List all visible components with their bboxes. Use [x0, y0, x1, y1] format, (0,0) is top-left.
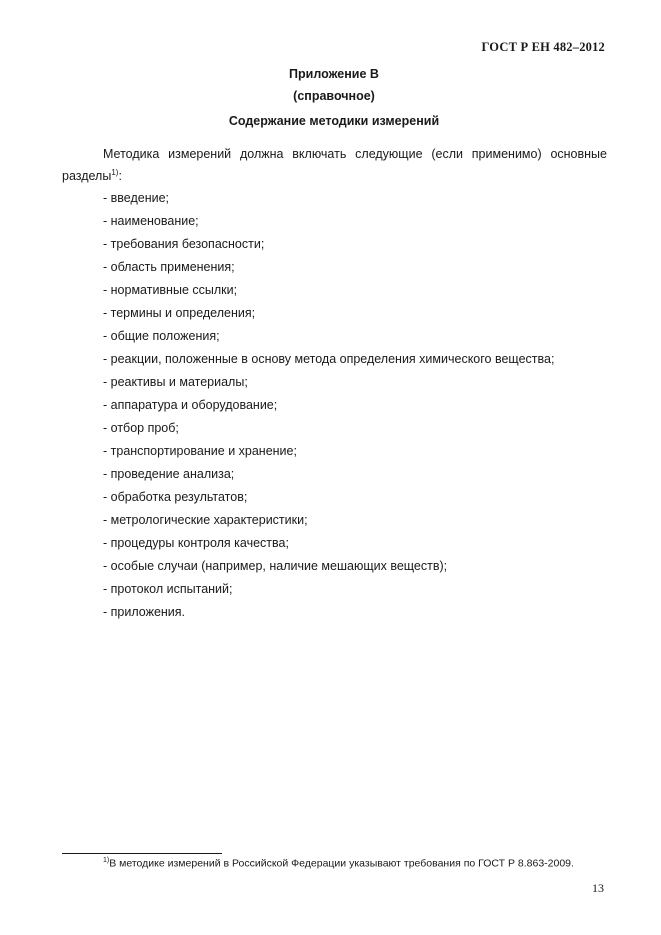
list-item: - транспортирование и хранение; [103, 444, 297, 458]
intro-line-1: Методика измерений должна включать следующие (если применимо) основные [103, 147, 607, 161]
intro-line-2 [62, 169, 122, 183]
list-item: - реакции, положенные в основу метода определения химического вещества; [103, 352, 555, 366]
document-designation: ГОСТ Р ЕН 482–2012 [481, 40, 605, 54]
list-item: - приложения. [103, 605, 186, 619]
list-item: - введение; [103, 191, 170, 205]
section-title: Содержание методики измерений [228, 114, 440, 128]
footnote-marker: 1) [103, 857, 110, 864]
footnote-text: В методике измерений в Российской Федерации указывают требования по ГОСТ Р 8.863-2009. [109, 857, 574, 870]
list-item: - проведение анализа; [103, 467, 235, 481]
list-item: - наименование; [103, 214, 199, 228]
annex-title: Приложение В [289, 67, 379, 81]
annex-type: (справочное) [293, 89, 375, 103]
footnote [103, 857, 574, 870]
list-item: - метрологические характеристики; [103, 513, 308, 527]
footnote-reference: 1) [111, 167, 119, 177]
list-item: - требования безопасности; [103, 237, 265, 251]
list-item: - нормативные ссылки; [103, 283, 238, 297]
list-item: - протокол испытаний; [103, 582, 233, 596]
page-number: 13 [592, 881, 604, 895]
intro-line-2-text: разделы [62, 169, 112, 183]
intro-paragraph [62, 143, 607, 187]
contents-list [103, 188, 554, 625]
annex-heading [0, 63, 661, 107]
list-item: - особые случаи (например, наличие мешающих веществ); [103, 559, 448, 573]
list-item: - обработка результатов; [103, 490, 248, 504]
list-item: - область применения; [103, 260, 235, 274]
list-item: - термины и определения; [103, 306, 256, 320]
list-item: - общие положения; [103, 329, 220, 343]
list-item: - аппаратура и оборудование; [103, 398, 278, 412]
footnote-divider [62, 853, 222, 854]
list-item: - отбор проб; [103, 421, 179, 435]
list-item: - процедуры контроля качества; [103, 536, 289, 550]
intro-line-2-end: : [118, 169, 122, 183]
list-item: - реактивы и материалы; [103, 375, 248, 389]
